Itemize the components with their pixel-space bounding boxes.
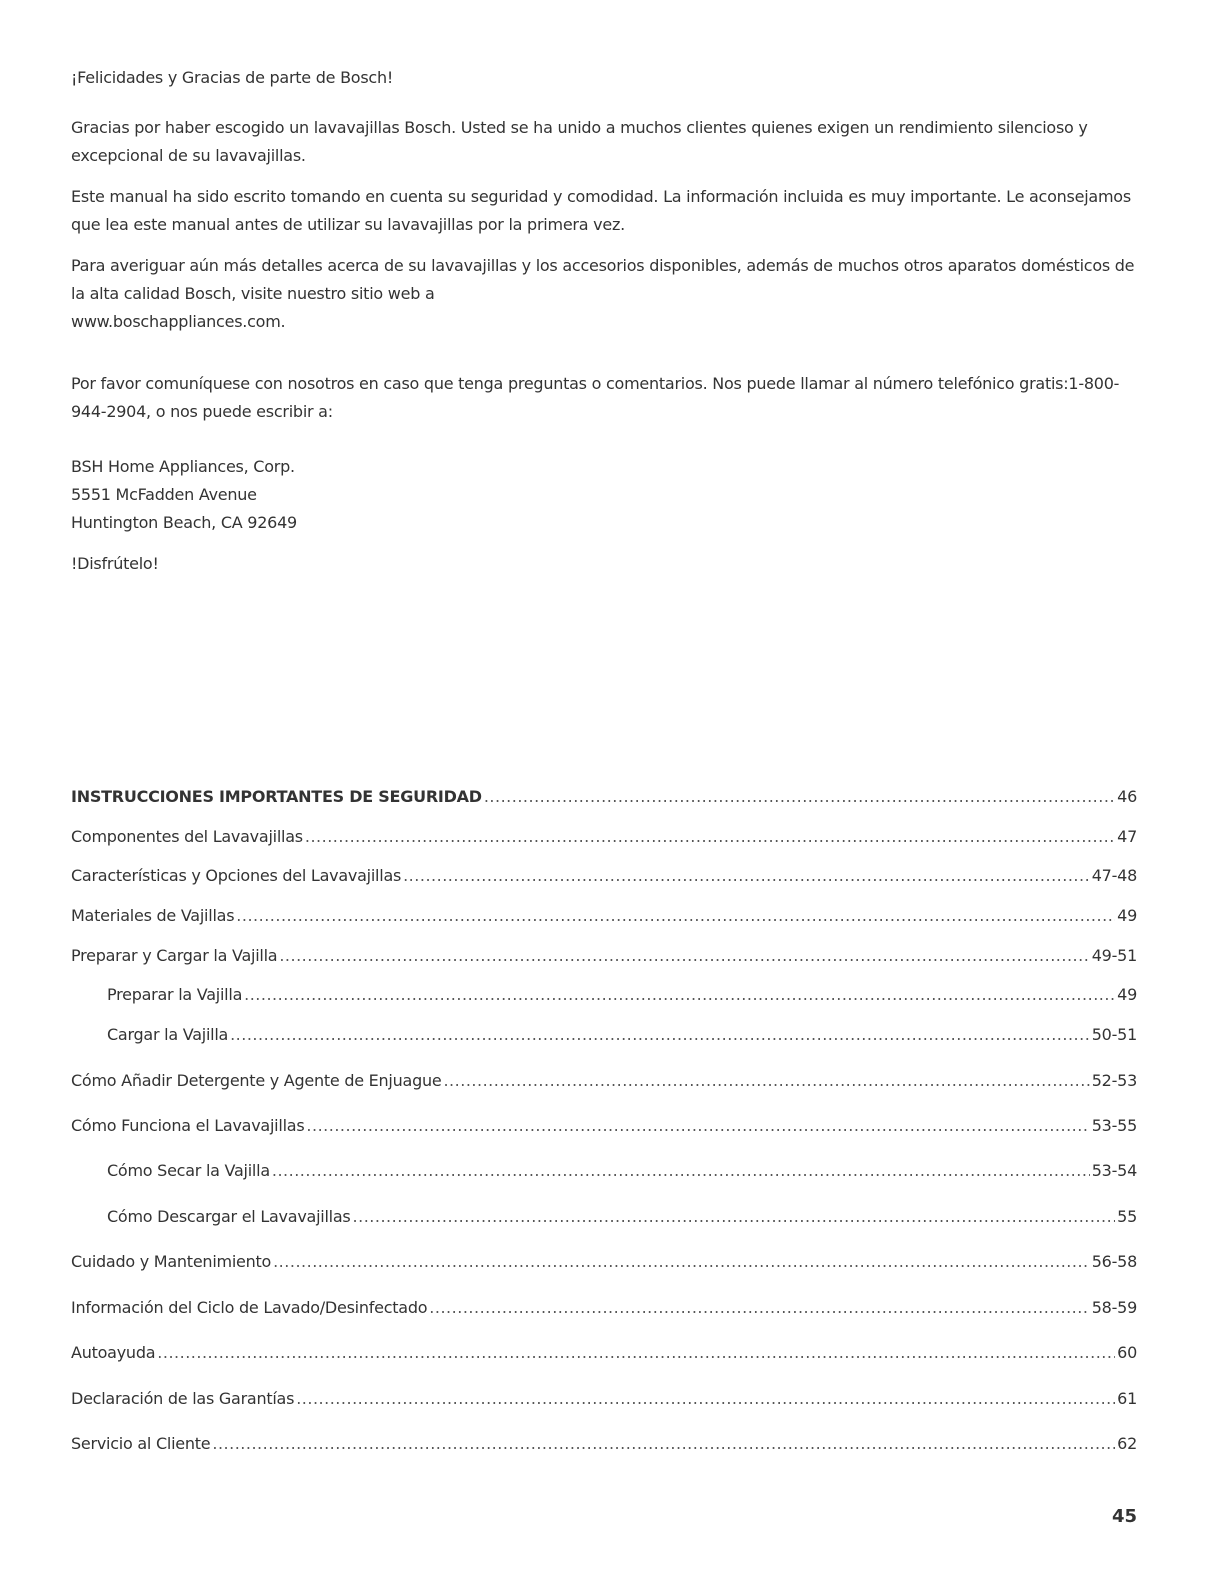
toc-dot-leader xyxy=(306,1115,1089,1137)
address-city: Huntington Beach, CA 92649 xyxy=(71,513,297,532)
greeting: ¡Felicidades y Gracias de parte de Bosch! xyxy=(71,68,394,87)
toc-entry xyxy=(71,1433,1137,1455)
toc-entry-page: 62 xyxy=(1117,1434,1137,1453)
toc-dot-leader xyxy=(429,1297,1089,1319)
toc-dot-leader xyxy=(305,826,1115,848)
toc-entry-title: Información del Ciclo de Lavado/Desinfectado xyxy=(71,1298,428,1317)
website-url: www.boschappliances.com. xyxy=(71,312,286,331)
toc-entry-page: 58-59 xyxy=(1091,1298,1137,1317)
toc-entry xyxy=(71,1070,1137,1092)
toc-dot-leader xyxy=(157,1342,1115,1364)
page-number: 45 xyxy=(1111,1506,1137,1527)
toc-entry xyxy=(71,1115,1137,1137)
toc-dot-leader xyxy=(443,1070,1089,1092)
toc-entry-title: Características y Opciones del Lavavajillas xyxy=(71,866,402,885)
toc-dot-leader xyxy=(236,905,1115,927)
toc-entry-title: Componentes del Lavavajillas xyxy=(71,827,303,846)
toc-entry-title: Cuidado y Mantenimiento xyxy=(71,1252,272,1271)
contact-paragraph: Por favor comuníquese con nosotros en caso que tenga preguntas o comentarios. Nos puede llamar al número telefónico gratis:1-800-944-2904, o nos puede escribir a: xyxy=(71,374,1120,421)
toc-dot-leader xyxy=(212,1433,1115,1455)
website-text: Para averiguar aún más detalles acerca de su lavavajillas y los accesorios disponibles, además de muchos otros aparatos domésticos de la alta calidad Bosch, visite nuestro sitio web a xyxy=(71,256,1135,303)
toc-dot-leader xyxy=(403,865,1090,887)
toc-entry-page: 49-51 xyxy=(1091,946,1137,965)
toc-entry xyxy=(71,1297,1137,1319)
toc-entry xyxy=(71,1160,1137,1182)
toc-entry xyxy=(71,1024,1137,1046)
toc-entry xyxy=(71,1388,1137,1410)
toc-entry-page: 56-58 xyxy=(1091,1252,1137,1271)
intro-paragraph-1: Gracias por haber escogido un lavavajillas Bosch. Usted se ha unido a muchos clientes quienes exigen un rendimiento silencioso y excepcional de su lavavajillas. xyxy=(71,118,1088,165)
toc-dot-leader xyxy=(296,1388,1115,1410)
toc-dot-leader xyxy=(273,1251,1090,1273)
toc-dot-leader xyxy=(353,1206,1116,1228)
toc-entry-page: 53-54 xyxy=(1091,1161,1137,1180)
toc-entry xyxy=(71,905,1137,927)
toc-entry-page: 47 xyxy=(1117,827,1137,846)
toc-entry-page: 46 xyxy=(1117,787,1137,806)
toc-entry-title: Declaración de las Garantías xyxy=(71,1389,295,1408)
toc-entry-title: Cómo Funciona el Lavavajillas xyxy=(71,1116,305,1135)
toc-entry-title: Cómo Secar la Vajilla xyxy=(107,1161,270,1180)
address-company: BSH Home Appliances, Corp. xyxy=(71,457,295,476)
toc-entry xyxy=(71,786,1137,808)
toc-entry xyxy=(71,1251,1137,1273)
toc-entry-title: Servicio al Cliente xyxy=(71,1434,211,1453)
toc-entry-title: INSTRUCCIONES IMPORTANTES DE SEGURIDAD xyxy=(71,787,482,806)
intro-paragraph-3 xyxy=(71,252,1137,336)
toc-entry-page: 52-53 xyxy=(1091,1071,1137,1090)
toc-entry-title: Cómo Añadir Detergente y Agente de Enjuague xyxy=(71,1071,442,1090)
toc-dot-leader xyxy=(279,945,1089,967)
toc-entry-title: Cómo Descargar el Lavavajillas xyxy=(107,1207,351,1226)
toc-entry-page: 49 xyxy=(1117,985,1137,1004)
toc-dot-leader xyxy=(230,1024,1090,1046)
toc-entry xyxy=(71,945,1137,967)
toc-entry xyxy=(71,1342,1137,1364)
closing-line: !Disfrútelo! xyxy=(71,554,159,573)
toc-dot-leader xyxy=(272,1160,1090,1182)
toc-entry xyxy=(71,826,1137,848)
toc-entry-page: 53-55 xyxy=(1091,1116,1137,1135)
toc-entry-title: Preparar la Vajilla xyxy=(107,985,243,1004)
address-street: 5551 McFadden Avenue xyxy=(71,485,257,504)
intro-paragraph-2: Este manual ha sido escrito tomando en cuenta su seguridad y comodidad. La información incluida es muy importante. Le aconsejamos que lea este manual antes de utilizar su lavavajillas por la primera vez. xyxy=(71,187,1131,234)
toc-entry-page: 47-48 xyxy=(1091,866,1137,885)
mailing-address xyxy=(71,453,297,537)
toc-entry xyxy=(71,1206,1137,1228)
toc-entry-page: 50-51 xyxy=(1091,1025,1137,1044)
toc-entry xyxy=(71,865,1137,887)
toc-entry xyxy=(71,984,1137,1006)
toc-entry-page: 55 xyxy=(1117,1207,1137,1226)
toc-dot-leader xyxy=(244,984,1115,1006)
toc-entry-page: 49 xyxy=(1117,906,1137,925)
toc-entry-title: Preparar y Cargar la Vajilla xyxy=(71,946,278,965)
toc-entry-title: Cargar la Vajilla xyxy=(107,1025,229,1044)
toc-entry-title: Materiales de Vajillas xyxy=(71,906,235,925)
toc-entry-page: 60 xyxy=(1117,1343,1137,1362)
toc-entry-title: Autoayuda xyxy=(71,1343,156,1362)
toc-entry-page: 61 xyxy=(1117,1389,1137,1408)
toc-dot-leader xyxy=(484,786,1115,808)
